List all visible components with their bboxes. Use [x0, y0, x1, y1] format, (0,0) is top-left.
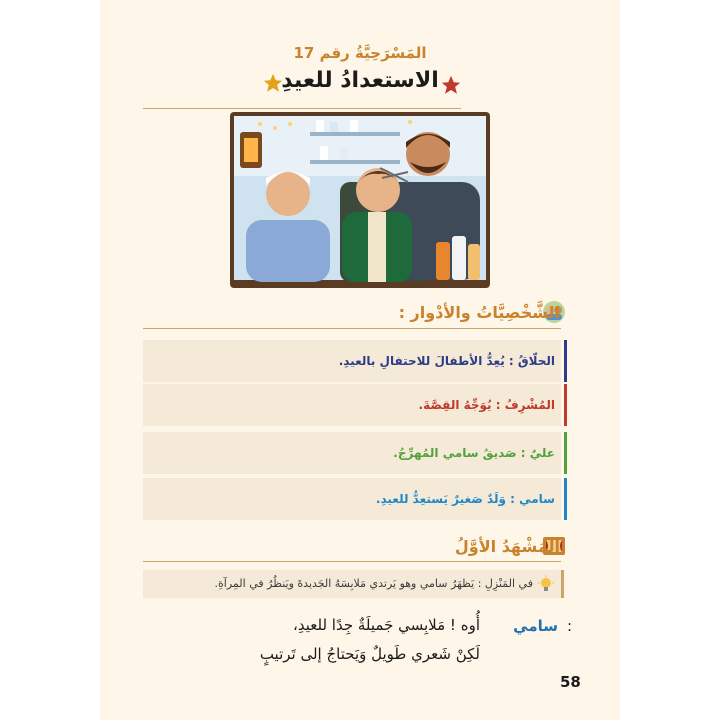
stage-direction-box [143, 570, 564, 598]
role-accent-bar [564, 384, 567, 426]
scene-divider [143, 561, 561, 562]
dialogue-line: أُوه ! مَلابِسي جَميلَةٌ جِدًا للعيدِ، [293, 616, 480, 634]
characters-divider [143, 328, 561, 329]
role-sami [143, 478, 561, 520]
play-number: المَسْرَحِيَّةُ رقم 17 [293, 44, 427, 62]
role-text: عليٌ : صَديقُ سامي المُهرِّجُ. [393, 446, 555, 460]
page-number: 58 [560, 673, 581, 691]
page-title: الاستعدادُ للعيدِ [281, 68, 439, 93]
role-supervisor [143, 384, 561, 426]
stage-direction: في المَنْزِلِ : يَظهَرُ سامي وهو يَرتدي مَلابِسَهُ الجَديدةَ ويَنظُرُ في المِرآةِ. [214, 577, 533, 590]
dialogue-line: لَكِنْ شَعري طَويلٌ وَيَحتاجُ إلى تَرتيبٍ [259, 645, 480, 663]
title-divider [143, 108, 461, 109]
role-text: سامي : وَلَدٌ صَغيرٌ يَستعِدُّ للعيدِ. [375, 492, 555, 506]
star-icon [440, 74, 462, 96]
role-text: الحلّاقُ : يُعِدُّ الأطفالَ للاحتفالِ بالعيدِ. [338, 354, 555, 368]
speaker-colon: : [566, 617, 572, 635]
lightbulb-icon [537, 575, 555, 593]
role-accent-bar [564, 432, 567, 474]
star-icon [262, 72, 284, 94]
role-ali [143, 432, 561, 474]
speaker-name: سامي [513, 617, 558, 635]
characters-heading: الشَّخْصِيَّاتُ والأدْوار : [398, 303, 560, 322]
role-accent-bar [564, 340, 567, 382]
scene-heading: المَشْهَدُ الأوَّلُ [454, 537, 560, 556]
page [100, 0, 620, 720]
role-text: المُشْرِفُ : يُوَجِّهُ القِصَّةَ. [418, 398, 555, 412]
role-barber [143, 340, 561, 382]
barber-shop-illustration [230, 112, 490, 288]
role-accent-bar [564, 478, 567, 520]
